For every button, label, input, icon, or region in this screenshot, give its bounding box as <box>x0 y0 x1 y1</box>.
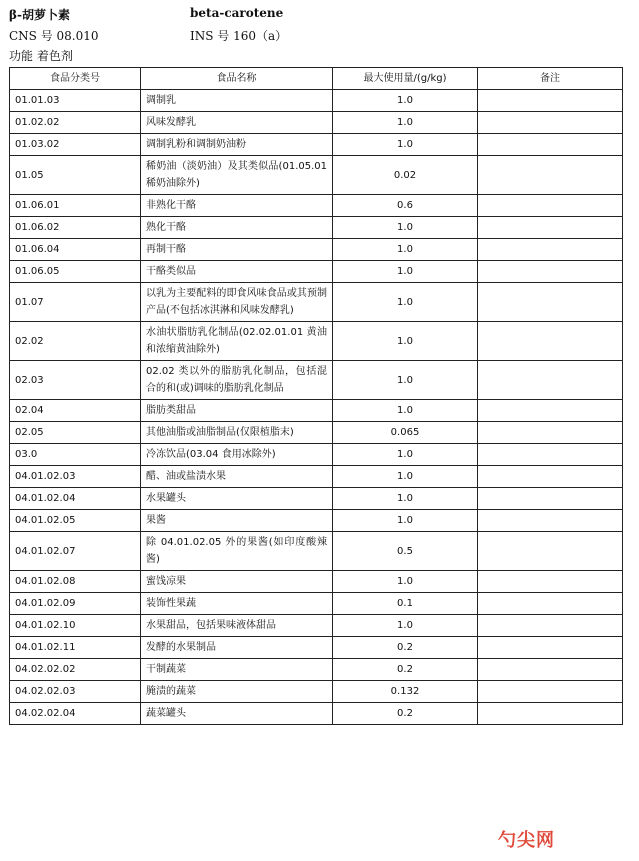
food-name-cell: 蔬菜罐头 <box>141 703 333 725</box>
table-row <box>10 156 623 195</box>
table-row <box>10 217 623 239</box>
max-usage-cell: 0.6 <box>333 195 478 217</box>
max-usage-cell: 1.0 <box>333 239 478 261</box>
max-usage-cell: 1.0 <box>333 322 478 361</box>
table-row <box>10 532 623 571</box>
usage-table <box>9 67 623 725</box>
food-name-cell: 水油状脂肪乳化制品(02.02.01.01 黄油和浓缩黄油除外) <box>141 322 333 361</box>
food-name-cell: 风味发酵乳 <box>141 112 333 134</box>
additive-name-en: beta-carotene <box>190 6 284 20</box>
food-code-cell: 01.07 <box>10 283 141 322</box>
food-name-cell: 非熟化干酪 <box>141 195 333 217</box>
food-name-cell: 稀奶油（淡奶油）及其类似品(01.05.01 稀奶油除外) <box>141 156 333 195</box>
max-usage-cell: 0.2 <box>333 637 478 659</box>
table-row <box>10 283 623 322</box>
remarks-cell <box>478 488 623 510</box>
max-usage-cell: 1.0 <box>333 112 478 134</box>
table-row <box>10 90 623 112</box>
remarks-cell <box>478 422 623 444</box>
food-code-cell: 01.02.02 <box>10 112 141 134</box>
max-usage-cell: 1.0 <box>333 571 478 593</box>
food-code-cell: 04.01.02.11 <box>10 637 141 659</box>
food-code-cell: 04.01.02.03 <box>10 466 141 488</box>
remarks-cell <box>478 681 623 703</box>
food-name-cell: 醋、油或盐渍水果 <box>141 466 333 488</box>
remarks-cell <box>478 659 623 681</box>
food-code-cell: 01.01.03 <box>10 90 141 112</box>
table-row <box>10 593 623 615</box>
table-row <box>10 510 623 532</box>
food-name-cell: 以乳为主要配料的即食风味食品或其预制产品(不包括冰淇淋和风味发酵乳) <box>141 283 333 322</box>
food-code-cell: 04.02.02.02 <box>10 659 141 681</box>
food-name-cell: 干制蔬菜 <box>141 659 333 681</box>
max-usage-cell: 0.2 <box>333 703 478 725</box>
food-code-cell: 01.06.04 <box>10 239 141 261</box>
table-row <box>10 195 623 217</box>
food-code-cell: 04.01.02.05 <box>10 510 141 532</box>
food-code-cell: 04.01.02.10 <box>10 615 141 637</box>
food-code-cell: 02.02 <box>10 322 141 361</box>
max-usage-cell: 1.0 <box>333 444 478 466</box>
food-code-cell: 02.05 <box>10 422 141 444</box>
food-name-cell: 调制乳 <box>141 90 333 112</box>
table-row <box>10 615 623 637</box>
food-name-cell: 调制乳粉和调制奶油粉 <box>141 134 333 156</box>
table-row <box>10 261 623 283</box>
remarks-cell <box>478 239 623 261</box>
table-row <box>10 361 623 400</box>
food-name-cell: 蜜饯凉果 <box>141 571 333 593</box>
food-code-cell: 04.01.02.09 <box>10 593 141 615</box>
table-header-row <box>10 68 623 90</box>
food-code-cell: 02.04 <box>10 400 141 422</box>
food-name-cell: 干酪类似品 <box>141 261 333 283</box>
max-usage-cell: 0.065 <box>333 422 478 444</box>
food-code-cell: 04.01.02.08 <box>10 571 141 593</box>
remarks-cell <box>478 261 623 283</box>
remarks-cell <box>478 466 623 488</box>
table-row <box>10 659 623 681</box>
watermark-logo: 勺尖网 <box>498 830 555 851</box>
remarks-cell <box>478 593 623 615</box>
table-row <box>10 466 623 488</box>
remarks-cell <box>478 90 623 112</box>
food-code-cell: 04.02.02.04 <box>10 703 141 725</box>
col-header-food-name: 食品名称 <box>141 68 333 90</box>
table-row <box>10 571 623 593</box>
table-row <box>10 681 623 703</box>
food-code-cell: 01.06.05 <box>10 261 141 283</box>
remarks-cell <box>478 217 623 239</box>
remarks-cell <box>478 571 623 593</box>
food-name-cell: 除 04.01.02.05 外的果酱(如印度酸辣酱) <box>141 532 333 571</box>
food-name-cell: 其他油脂或油脂制品(仅限植脂末) <box>141 422 333 444</box>
food-name-cell: 发酵的水果制品 <box>141 637 333 659</box>
remarks-cell <box>478 134 623 156</box>
remarks-cell <box>478 195 623 217</box>
remarks-cell <box>478 322 623 361</box>
table-row <box>10 703 623 725</box>
remarks-cell <box>478 444 623 466</box>
remarks-cell <box>478 532 623 571</box>
table-row <box>10 400 623 422</box>
food-code-cell: 01.06.01 <box>10 195 141 217</box>
remarks-cell <box>478 361 623 400</box>
food-name-cell: 脂肪类甜品 <box>141 400 333 422</box>
food-name-cell: 再制干酪 <box>141 239 333 261</box>
remarks-cell <box>478 112 623 134</box>
table-row <box>10 239 623 261</box>
remarks-cell <box>478 283 623 322</box>
table-row <box>10 444 623 466</box>
max-usage-cell: 0.5 <box>333 532 478 571</box>
food-code-cell: 04.01.02.04 <box>10 488 141 510</box>
food-name-cell: 果酱 <box>141 510 333 532</box>
col-header-remarks: 备注 <box>478 68 623 90</box>
max-usage-cell: 1.0 <box>333 510 478 532</box>
table-row <box>10 134 623 156</box>
max-usage-cell: 0.132 <box>333 681 478 703</box>
col-header-max-usage: 最大使用量/(g/kg) <box>333 68 478 90</box>
ins-number: INS 号 160（a） <box>190 29 288 43</box>
food-code-cell: 03.0 <box>10 444 141 466</box>
max-usage-cell: 1.0 <box>333 400 478 422</box>
cns-number: CNS 号 08.010 <box>9 29 99 43</box>
col-header-code: 食品分类号 <box>10 68 141 90</box>
food-name-cell: 腌渍的蔬菜 <box>141 681 333 703</box>
max-usage-cell: 1.0 <box>333 488 478 510</box>
food-name-cell: 02.02 类以外的脂肪乳化制品，包括混合的和(或)调味的脂肪乳化制品 <box>141 361 333 400</box>
max-usage-cell: 1.0 <box>333 466 478 488</box>
table-row <box>10 488 623 510</box>
max-usage-cell: 1.0 <box>333 217 478 239</box>
remarks-cell <box>478 400 623 422</box>
food-name-cell: 水果甜品，包括果味液体甜品 <box>141 615 333 637</box>
table-row <box>10 322 623 361</box>
max-usage-cell: 1.0 <box>333 615 478 637</box>
food-name-cell: 水果罐头 <box>141 488 333 510</box>
food-code-cell: 01.06.02 <box>10 217 141 239</box>
max-usage-cell: 0.1 <box>333 593 478 615</box>
food-code-cell: 01.05 <box>10 156 141 195</box>
max-usage-cell: 1.0 <box>333 283 478 322</box>
food-name-cell: 装饰性果蔬 <box>141 593 333 615</box>
table-row <box>10 112 623 134</box>
max-usage-cell: 1.0 <box>333 361 478 400</box>
function-label: 功能 着色剂 <box>9 49 73 63</box>
max-usage-cell: 1.0 <box>333 261 478 283</box>
remarks-cell <box>478 510 623 532</box>
food-name-cell: 熟化干酪 <box>141 217 333 239</box>
remarks-cell <box>478 703 623 725</box>
remarks-cell <box>478 156 623 195</box>
table-row <box>10 637 623 659</box>
table-row <box>10 422 623 444</box>
additive-name-cn: β-胡萝卜素 <box>9 8 70 22</box>
food-code-cell: 04.01.02.07 <box>10 532 141 571</box>
food-name-cell: 冷冻饮品(03.04 食用冰除外) <box>141 444 333 466</box>
max-usage-cell: 0.2 <box>333 659 478 681</box>
max-usage-cell: 1.0 <box>333 90 478 112</box>
food-code-cell: 04.02.02.03 <box>10 681 141 703</box>
remarks-cell <box>478 637 623 659</box>
food-code-cell: 02.03 <box>10 361 141 400</box>
food-code-cell: 01.03.02 <box>10 134 141 156</box>
remarks-cell <box>478 615 623 637</box>
max-usage-cell: 0.02 <box>333 156 478 195</box>
max-usage-cell: 1.0 <box>333 134 478 156</box>
